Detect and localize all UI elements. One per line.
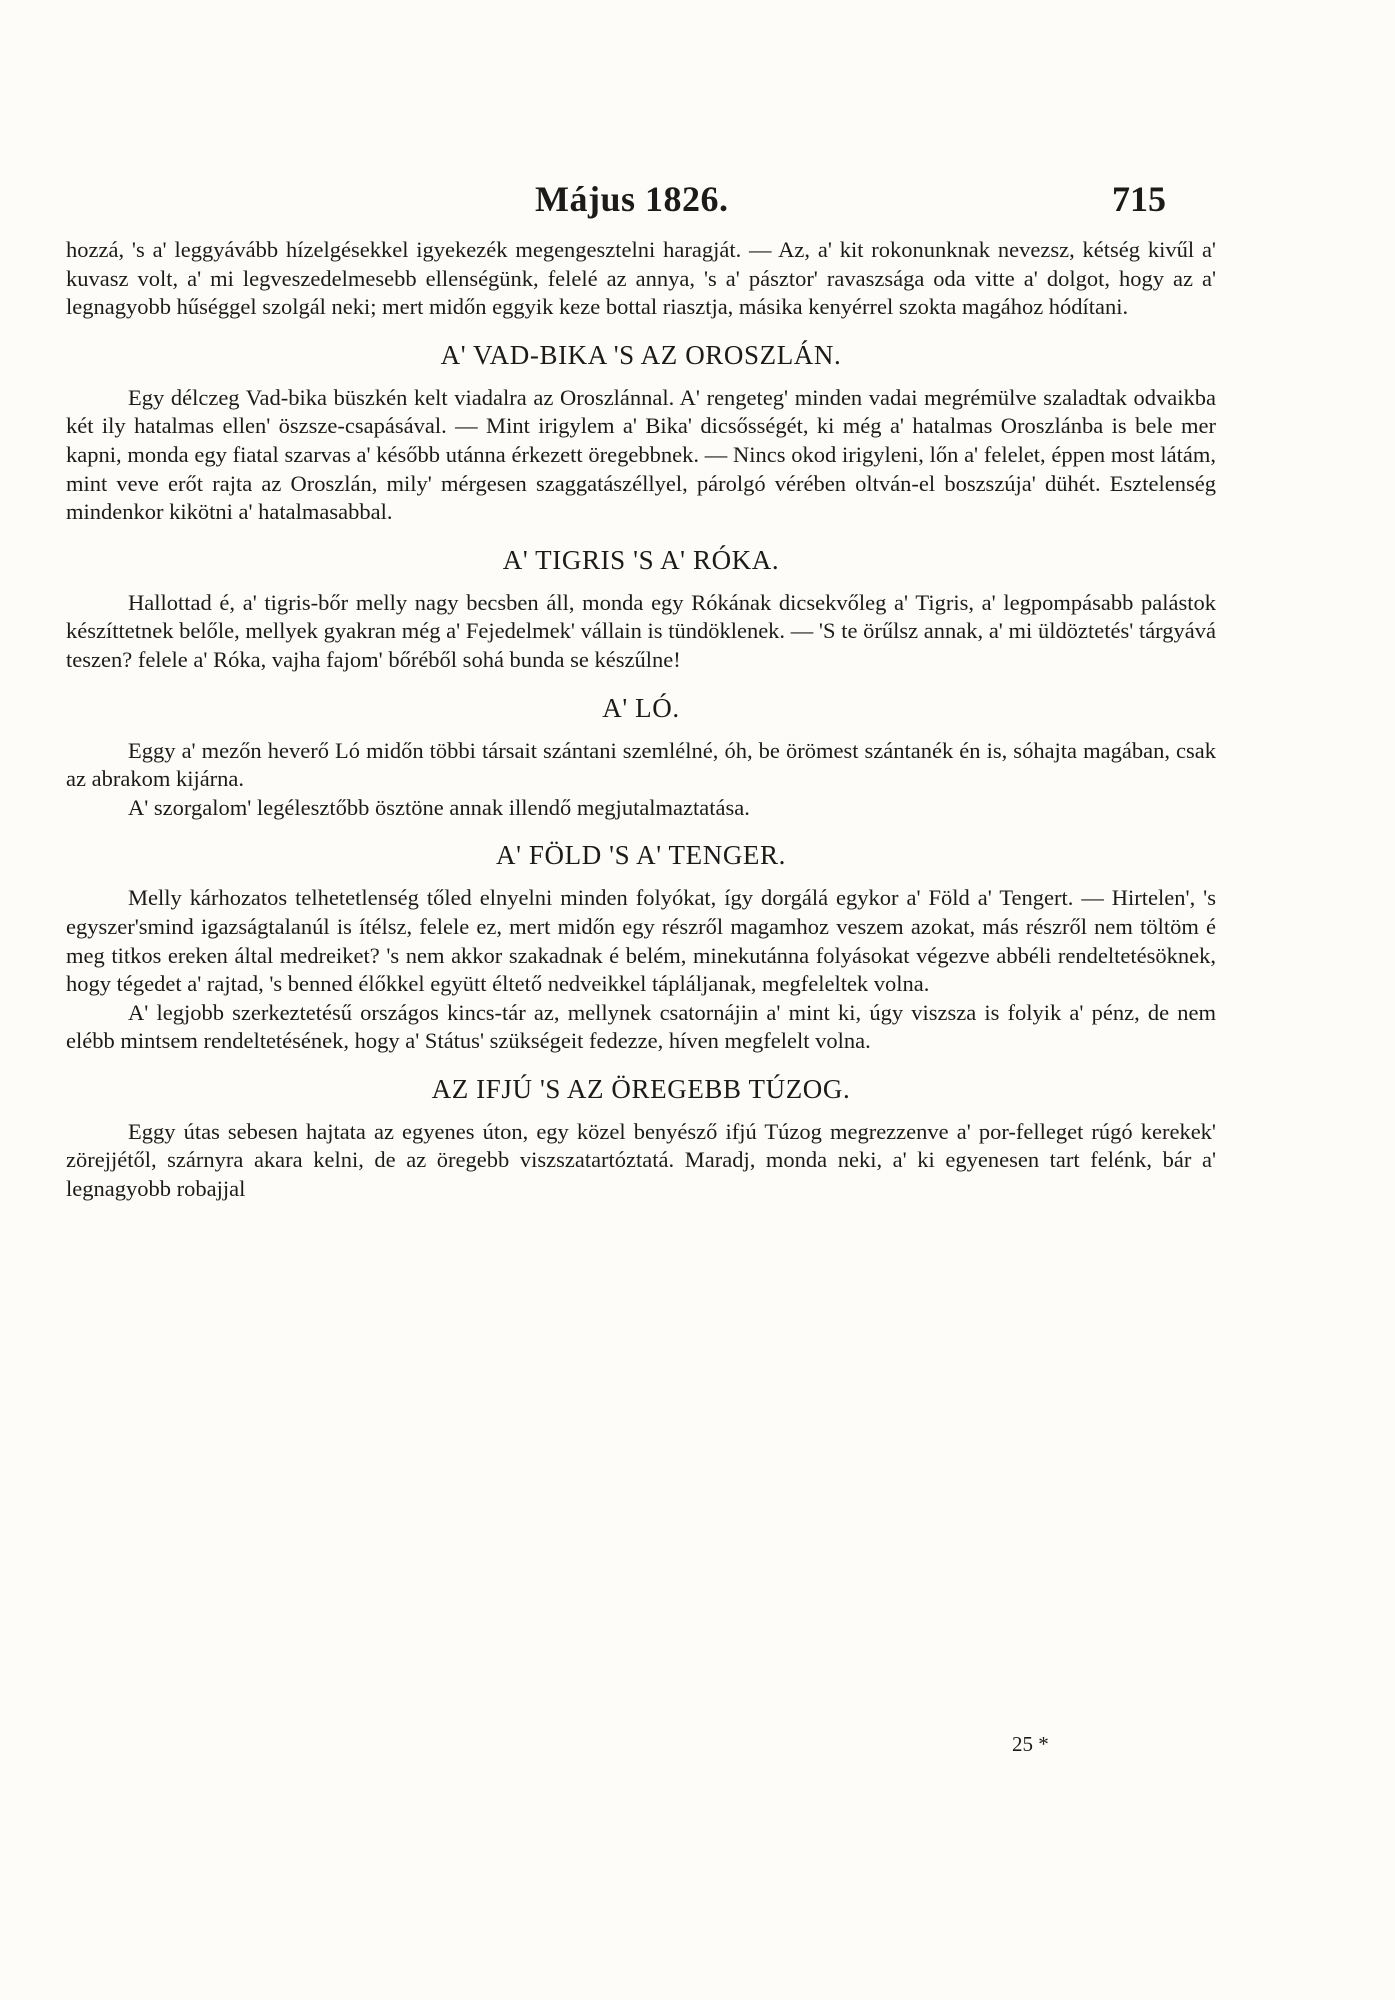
running-title: Május 1826. [535,179,729,219]
paragraph-vad-bika: Egy délczeg Vad-bika büszkén kelt viadalra az Oroszlánnal. A' rengeteg' minden vadai megrémülve szaladtak odvaikba két ily hatalmas ellen' öszsze-csapásával. — Mint irigylem a' Bika' dicsősségét, ki még a' hatalmas Oroszlánba is bele mer kapni, monda egy fiatal szarvas a' később utánna érkezett öregebbnek. — Nincs okod irigyleni, lőn a' felelet, éppen most látám, mint veve erőt rajta az Oroszlán, mily' mérgesen szaggatászéllyel, párolgó vérében oltván-el boszszúja' dühét. Esztelenség mindenkor kikötni a' hatalmasabbal. [66,384,1216,525]
text-body [66,236,1216,1204]
paragraph-tigris: Hallottad é, a' tigris-bőr melly nagy becsben áll, monda egy Rókának dicsekvőleg a' Tigris, a' legpompásabb palástok készíttetnek belőle, mellyek gyakran még a' Fejedelmek' vállain is tündöklenek. — 'S te örűlsz annak, a' mi üldöztetés' tárgyává teszen? felele a' Róka, vajha fajom' bőréből sohá bunda se készűlne! [66,589,1216,672]
signature-mark: 25 * [1012,1732,1049,1756]
paragraph-fold-tenger-moral: A' legjobb szerkeztetésű országos kincs-tár az, mellynek csatornájin a' mint ki, úgy viszsza is folyik a' pénz, de nem elébb mintsem rendeltetésének, hogy a' Státus' szükségeit fedezze, híven megfelelt volna. [66,999,1216,1054]
section-heading-tigris: A' TIGRIS 'S A' RÓKA. [502,544,780,575]
page-number: 715 [1112,179,1166,219]
section-heading-fold-tenger: A' FÖLD 'S A' TENGER. [496,840,786,871]
paragraph-lo: Eggy a' mezőn heverő Ló midőn többi társait szántani szemlélné, óh, be örömest szántanék én is, sóhajta magában, csak az abrakom kijárna. [66,737,1216,792]
running-head [0,178,1395,228]
section-heading-lo: A' LÓ. [602,692,680,723]
paragraph-fold-tenger: Melly kárhozatos telhetetlenség tőled elnyelni minden folyókat, így dorgálá egykor a' Föld a' Tengert. — Hirtelen', 's egyszer'smind igazságtalanúl is ítélsz, felele ez, mert midőn egy részről magamhoz veszem azokat, más részről nem töltöm é meg titkos ereken által medreiket? 's nem akkor szakadnak é belém, minekutánna folyásokat végezve abbéli rendeltetésöknek, hogy tégedet a' rajtad, 's benned élőkkel együtt éltető nedveikkel tápláljanak, megfeleltek volna. [66,885,1216,997]
paragraph-tuzog: Eggy útas sebesen hajtata az egyenes úton, egy közel benyésző ifjú Túzog megrezzenve a' por-felleget rúgó kerekek' zörejjétől, szárnyra akara kelni, de az öregebb viszszatartóztatá. Maradj, monda neki, a' ki egyenesen tart felénk, bár a' legnagyobb robajjal [66,1118,1216,1202]
section-heading-vad-bika: A' VAD-BIKA 'S AZ OROSZLÁN. [440,339,842,370]
paragraph-continued: hozzá, 's a' leggyávább hízelgésekkel igyekezék megengesztelni haragját. — Az, a' kit rokonunknak nevezsz, kétség kivűl a' kuvasz volt, a' mi legveszedelmesebb ellenségünk, felelé az annya, 's a' pásztor' ravaszsága oda vitte a' dolgot, hogy az a' legnagyobb hűséggel szolgál neki; mert midőn eggyik keze bottal riasztja, másika kenyérrel szokta magához hódítani. [66,237,1216,320]
paragraph-lo-moral: A' szorgalom' legélesztőbb ösztöne annak illendő megjutalmaztatása. [128,794,750,820]
section-heading-tuzog: AZ IFJÚ 'S AZ ÖREGEBB TÚZOG. [431,1073,851,1104]
